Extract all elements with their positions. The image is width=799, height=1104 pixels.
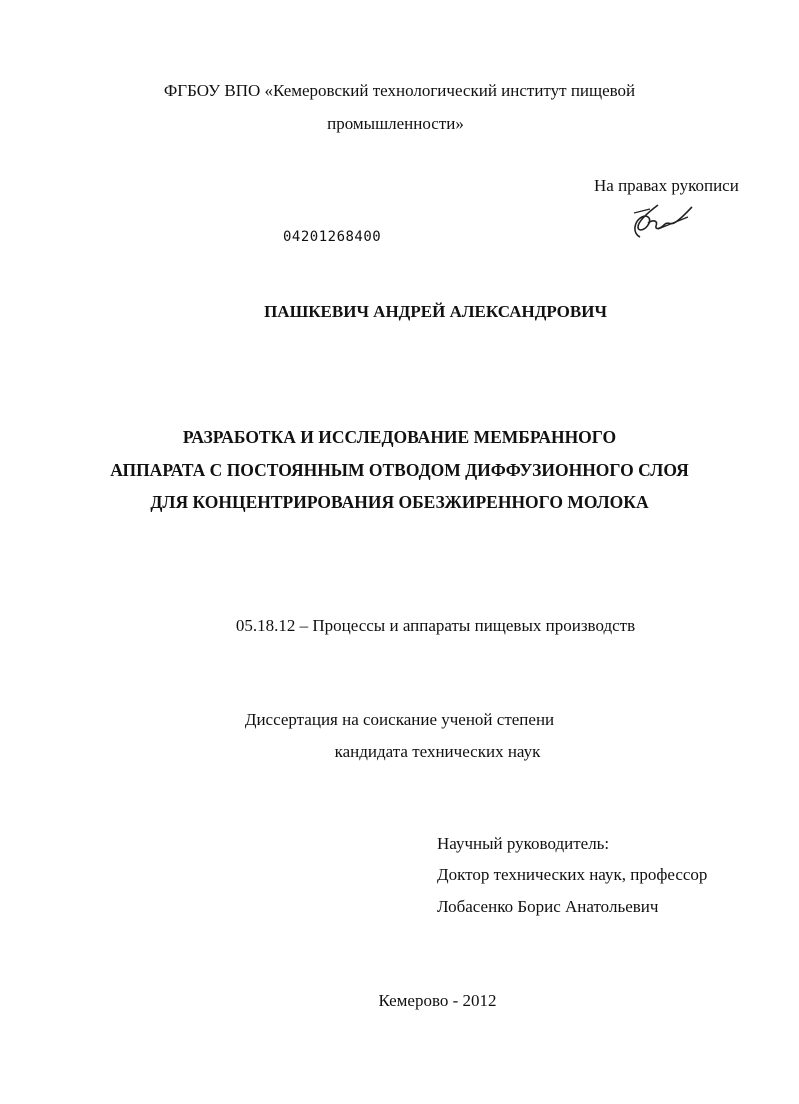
degree-line-1: Диссертация на соискание ученой степени	[244, 710, 555, 729]
degree-line-2: кандидата технических наук	[334, 742, 541, 761]
supervisor-name: Лобасенко Борис Анатольевич	[437, 897, 659, 916]
institution-line-1: ФГБОУ ВПО «Кемеровский технологический институт пищевой	[163, 81, 636, 100]
city-year: Кемерово - 2012	[378, 991, 497, 1010]
catalog-number: 04201268400	[283, 229, 382, 245]
supervisor-label: Научный руководитель:	[437, 834, 610, 853]
title-line-2: АППАРАТА С ПОСТОЯННЫМ ОТВОДОМ ДИФФУЗИОННОГО СЛОЯ	[110, 460, 689, 480]
manuscript-note: На правах рукописи	[594, 176, 739, 195]
signature-image	[628, 199, 698, 243]
supervisor-degree: Доктор технических наук, профессор	[437, 865, 708, 884]
title-line-1: РАЗРАБОТКА И ИССЛЕДОВАНИЕ МЕМБРАННОГО	[182, 427, 617, 447]
title-line-3: ДЛЯ КОНЦЕНТРИРОВАНИЯ ОБЕЗЖИРЕННОГО МОЛОКА	[150, 492, 649, 512]
specialty: 05.18.12 – Процессы и аппараты пищевых производств	[235, 616, 636, 635]
institution-line-2: промышленности»	[327, 114, 464, 133]
author-name: ПАШКЕВИЧ АНДРЕЙ АЛЕКСАНДРОВИЧ	[264, 302, 607, 321]
